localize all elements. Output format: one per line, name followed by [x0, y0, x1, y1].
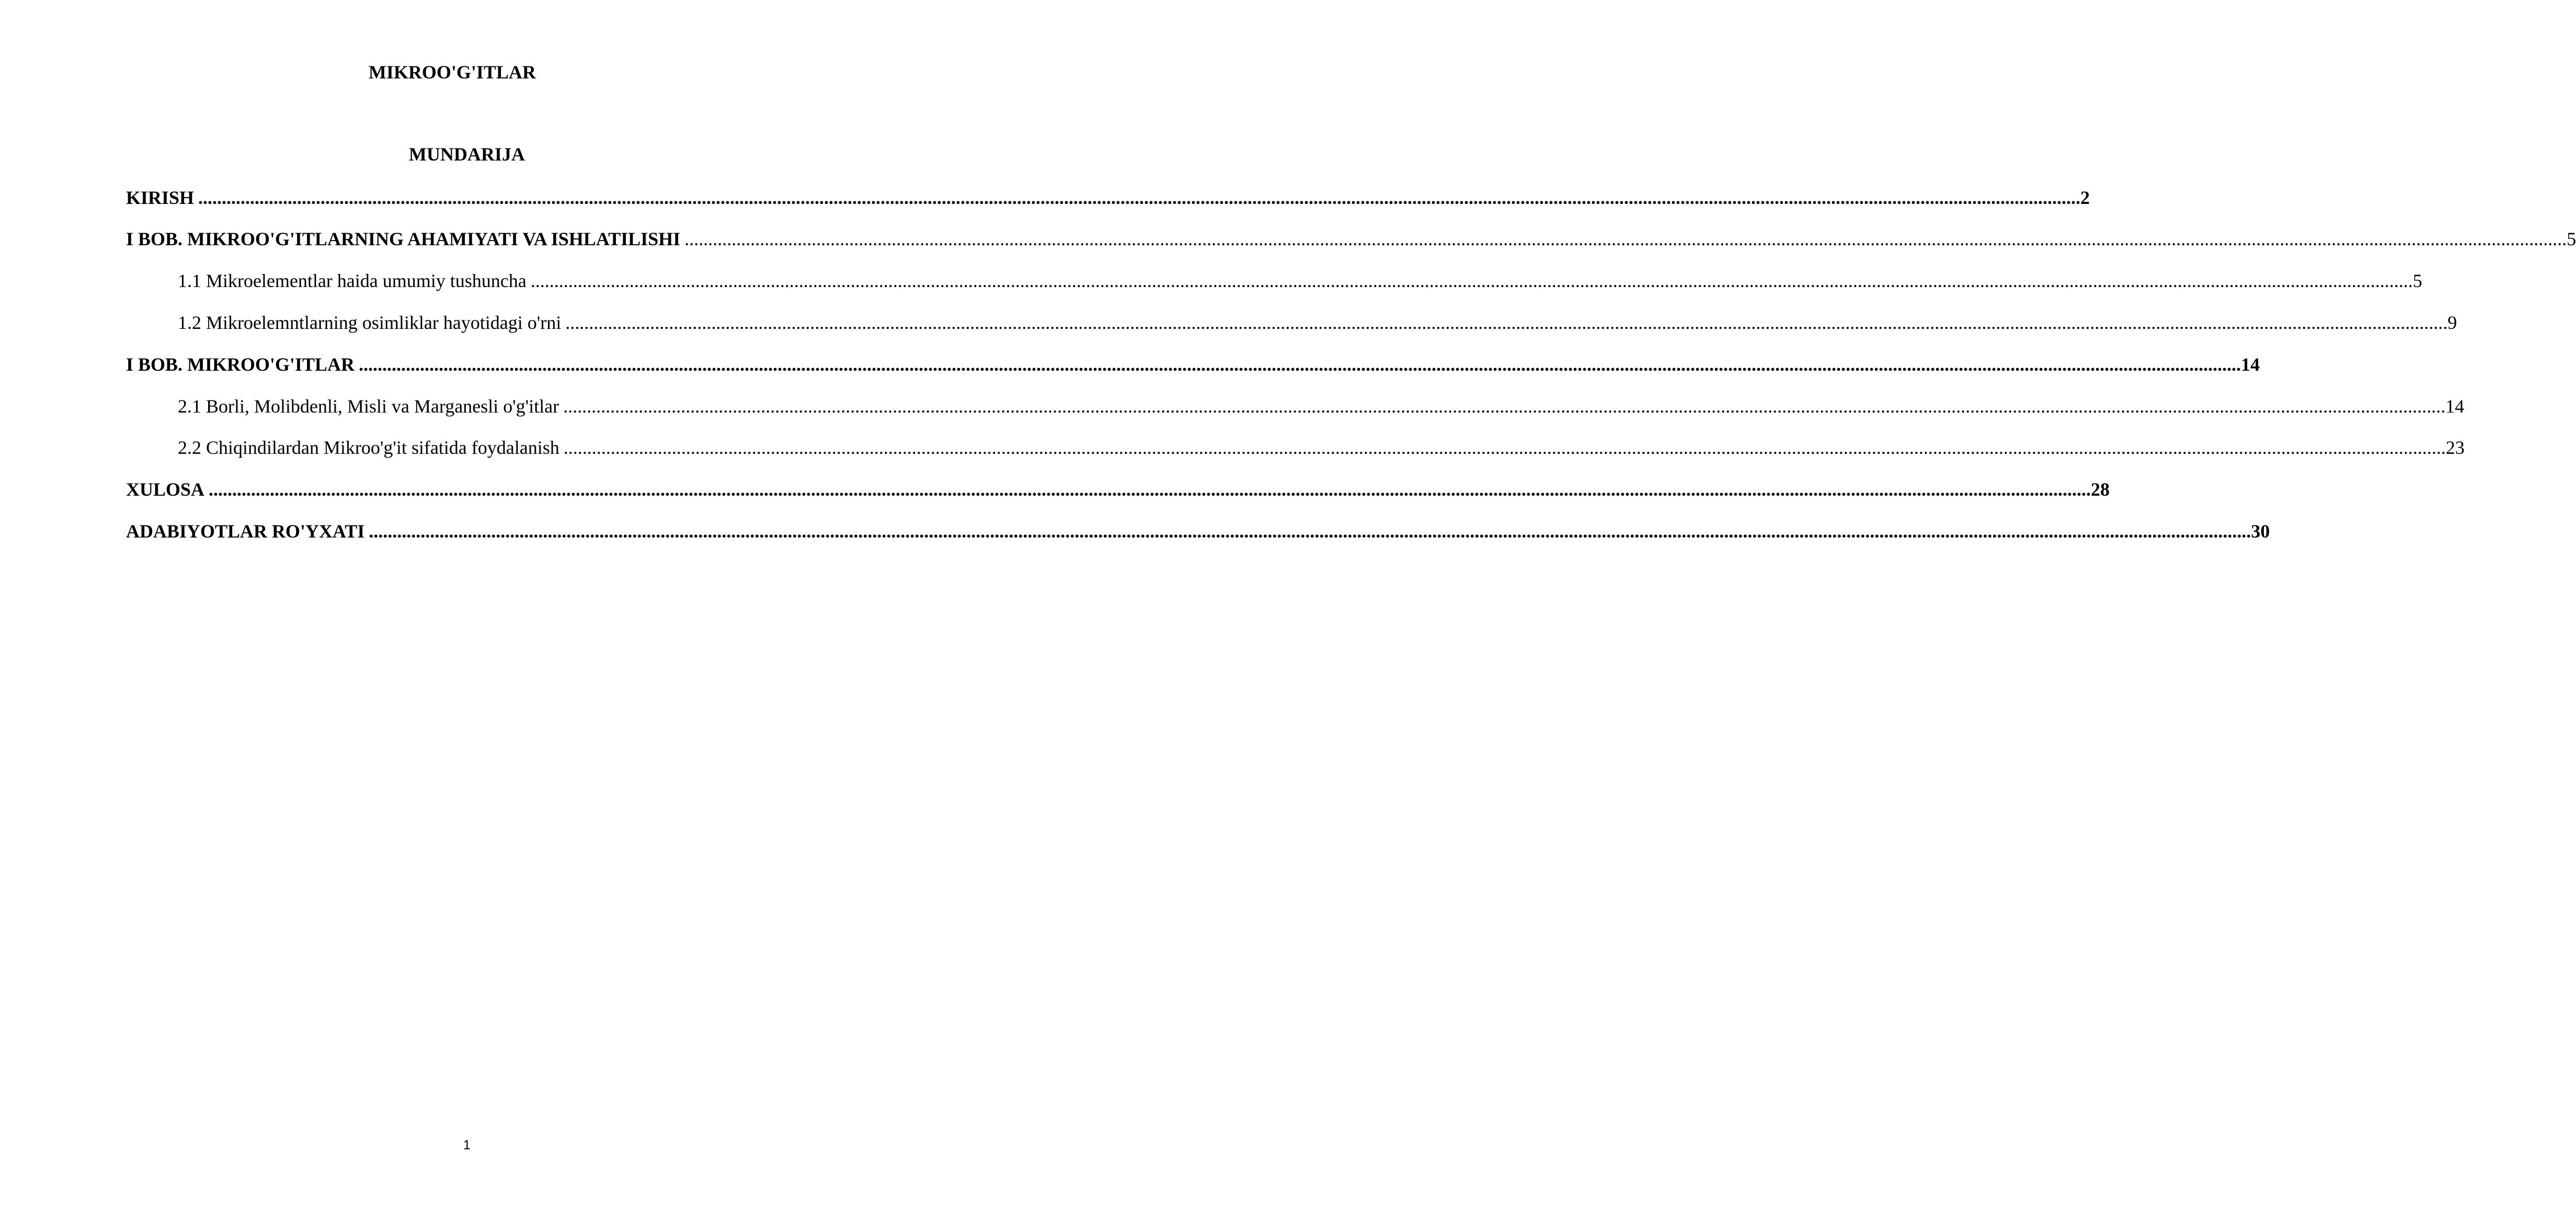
- toc-heading: MUNDARIJA: [409, 144, 525, 165]
- toc-leader-dots: ................................................................................................................................................................................................................................................................................................................................................................................................................: [684, 228, 2567, 249]
- toc-entry-section-2-1[interactable]: [178, 394, 2465, 418]
- toc-entry-title: 1.2 Mikroelemntlarning osimliklar hayotidagi o'rni: [178, 312, 562, 333]
- toc-leader-dots: ................................................................................................................................................................................................................................................................................................................................................................................................................: [209, 479, 2091, 500]
- toc-entry-title: 2.2 Chiqindilardan Mikroo'g'it sifatida foydalanish: [178, 437, 559, 458]
- page-number: 1: [463, 1138, 471, 1152]
- toc-entry-xulosa[interactable]: [126, 477, 2110, 501]
- toc-entry-title: 1.1 Mikroelementlar haida umumiy tushuncha: [178, 270, 526, 291]
- toc-entry-title: I BOB. MIKROO'G'ITLARNING AHAMIYATI VA ISHLATILISHI: [126, 228, 681, 249]
- toc-entry-page: 5: [2412, 270, 2422, 291]
- toc-entry-title: 2.1 Borli, Molibdenli, Misli va Marganesli o'g'itlar: [178, 396, 559, 417]
- toc-entry-page: 14: [2241, 354, 2260, 375]
- toc-entry-kirish[interactable]: [126, 186, 2090, 210]
- toc-entry-section-1-1[interactable]: [178, 269, 2422, 293]
- toc-entry-chapter-2[interactable]: [126, 352, 2260, 376]
- toc-entry-title: XULOSA: [126, 479, 205, 500]
- toc-leader-dots: ................................................................................................................................................................................................................................................................................................................................................................................................................: [369, 521, 2251, 542]
- toc-entry-title: I BOB. MIKROO'G'ITLAR: [126, 354, 355, 375]
- document-title: MIKROO'G'ITLAR: [368, 62, 536, 83]
- toc-leader-dots: ................................................................................................................................................................................................................................................................................................................................................................................................................: [359, 354, 2241, 375]
- toc-leader-dots: ................................................................................................................................................................................................................................................................................................................................................................................................................: [565, 312, 2448, 333]
- toc-entry-page: 5: [2567, 228, 2576, 249]
- toc-entry-section-1-2[interactable]: [178, 311, 2457, 335]
- toc-entry-page: 28: [2091, 479, 2110, 500]
- toc-leader-dots: ................................................................................................................................................................................................................................................................................................................................................................................................................: [563, 437, 2446, 458]
- toc-entry-title: ADABIYOTLAR RO'YXATI: [126, 521, 365, 542]
- toc-entry-section-2-2[interactable]: [178, 436, 2465, 460]
- toc-entry-page: 14: [2445, 396, 2465, 417]
- toc-entry-page: 30: [2251, 521, 2270, 542]
- toc-entry-chapter-1[interactable]: [126, 227, 2576, 251]
- toc-entry-references[interactable]: [126, 519, 2270, 543]
- toc-entry-title: KIRISH: [126, 187, 194, 208]
- toc-leader-dots: ................................................................................................................................................................................................................................................................................................................................................................................................................: [198, 187, 2081, 208]
- toc-leader-dots: ................................................................................................................................................................................................................................................................................................................................................................................................................: [530, 270, 2413, 291]
- toc-entry-page: 2: [2080, 187, 2090, 208]
- toc-entry-page: 23: [2445, 437, 2465, 458]
- toc-leader-dots: ................................................................................................................................................................................................................................................................................................................................................................................................................: [563, 396, 2446, 417]
- toc-entry-page: 9: [2447, 312, 2457, 333]
